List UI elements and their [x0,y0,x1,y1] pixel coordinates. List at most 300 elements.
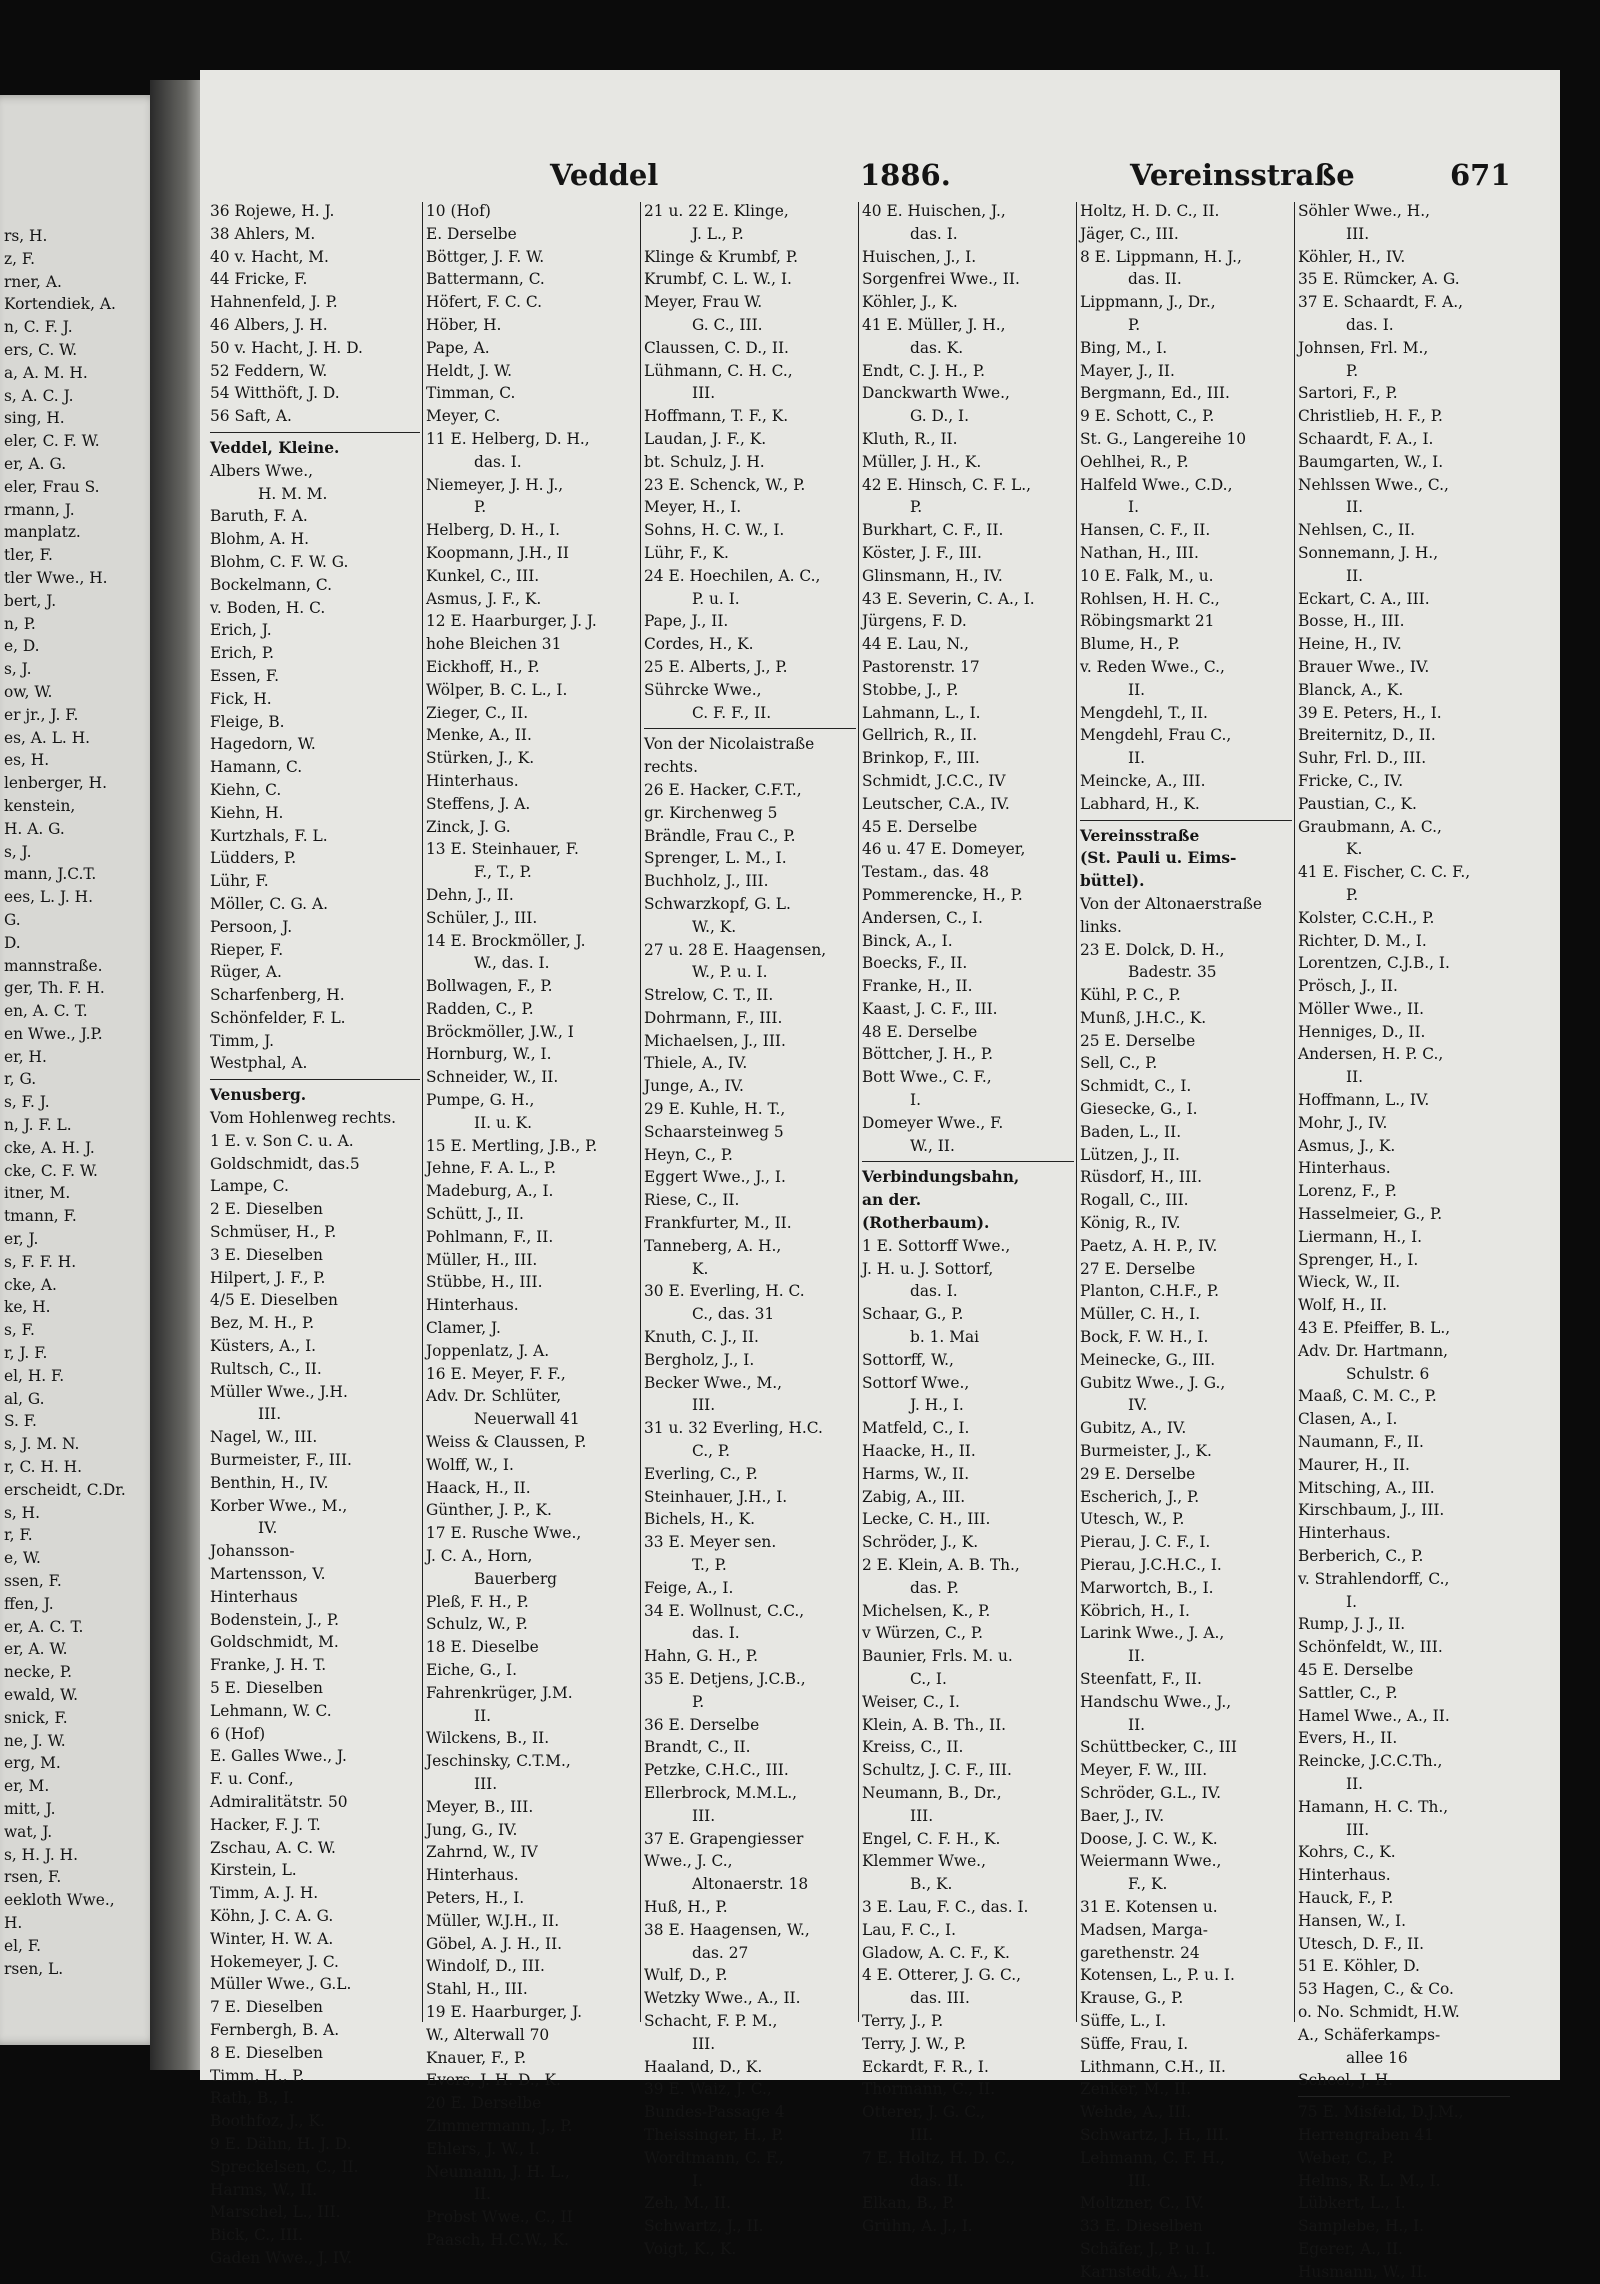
directory-entry: Brauer Wwe., IV. [1298,657,1430,676]
left-page-entry: es, H. [4,751,50,770]
column-divider [422,202,423,2022]
directory-entry: 25 E. Derselbe [1080,1031,1196,1050]
directory-entry: A., Schäferkamps- [1298,2025,1441,2044]
directory-entry: 6 (Hof) [210,1724,266,1743]
directory-entry: Blohm, A. H. [210,530,310,549]
directory-entry: Müller Wwe., J.H. [210,1382,348,1401]
directory-entry: Larink Wwe., J. A., [1080,1624,1225,1643]
directory-entry: I. [910,1091,921,1110]
directory-entry: Zenker, M., II. [1080,2080,1192,2099]
directory-entry: I. [1346,1592,1357,1611]
directory-entry: Schröder, J., K. [862,1533,979,1552]
left-page-entry: er, A. G. [4,454,67,473]
directory-entry: Heine, H., IV. [1298,635,1402,654]
directory-entry: 16 E. Meyer, F. F., [426,1364,566,1383]
directory-entry: Claussen, C. D., II. [644,338,789,357]
directory-entry: Brandt, C., II. [644,1738,751,1757]
directory-entry: 26 E. Hacker, C.F.T., [644,780,802,799]
directory-entry: Goldschmidt, das.5 [210,1154,360,1173]
directory-entry: II. [1128,680,1146,699]
directory-entry: W., das. I. [474,954,550,973]
directory-entry: Elkan, B., P. [862,2194,955,2213]
directory-entry: Wordtmann, C. F., [644,2148,784,2167]
directory-entry: W., K. [692,917,737,936]
directory-entry: Liermann, H., I. [1298,1227,1423,1246]
column-3 [644,200,856,2258]
section-heading: Veddel, Kleine. [210,438,340,457]
directory-entry: das. I. [910,1282,958,1301]
directory-entry: J. H. u. J. Sottorf, [862,1259,994,1278]
directory-entry: hohe Bleichen 31 [426,635,562,654]
directory-entry: 15 E. Mertling, J.B., P. [426,1136,598,1155]
directory-entry: B., K. [910,1875,953,1894]
directory-entry: Bockelmann, C. [210,575,333,594]
directory-entry: links. [1080,917,1122,936]
directory-entry: Bing, M., I. [1080,338,1168,357]
directory-entry: Voigt, K., K. [644,2239,737,2258]
directory-entry: Hamann, H. C. Th., [1298,1797,1449,1816]
directory-entry: 40 v. Hacht, M. [210,247,329,266]
directory-entry: F., T., P. [474,863,532,882]
directory-entry: Fick, H. [210,689,272,708]
directory-entry: Burmeister, F., III. [210,1451,352,1470]
directory-entry: Nagel, W., III. [210,1428,318,1447]
directory-entry: Krause, G., P. [1080,1989,1184,2008]
directory-entry: Wolf, H., II. [1298,1296,1388,1315]
directory-entry: Madeburg, A., I. [426,1182,554,1201]
directory-entry: Kirstein, L. [210,1861,297,1880]
section-rule [1080,816,1292,821]
directory-entry: Knuth, C. J., II. [644,1328,759,1347]
directory-entry: Domeyer Wwe., F. [862,1113,1004,1132]
directory-entry: Schaar, G., P. [862,1305,964,1324]
directory-entry: Herrengraben 41 [1298,2125,1434,2144]
directory-entry: Andersen, H. P. C., [1298,1045,1444,1064]
directory-entry: G. D., I. [910,407,969,426]
directory-entry: Neumann, J. H. L., [426,2162,570,2181]
directory-entry: Jäger, C., III. [1080,224,1179,243]
directory-entry: 41 E. Müller, J. H., [862,315,1006,334]
directory-entry: II. [1346,566,1364,585]
directory-entry: Lorenz, F., P. [1298,1182,1397,1201]
directory-entry: 38 E. Haagensen, W., [644,1920,810,1939]
directory-entry: Baunier, Frls. M. u. [862,1647,1013,1666]
directory-entry: Berberich, C., P. [1298,1547,1424,1566]
directory-entry: F., K. [1128,1875,1168,1894]
directory-entry: Pumpe, G. H., [426,1091,535,1110]
directory-entry: 50 v. Hacht, J. H. D. [210,338,363,357]
directory-entry: Gubitz, A., IV. [1080,1419,1187,1438]
left-page-entry: n, P. [4,614,36,633]
directory-entry: II. [474,2185,492,2204]
column-divider [858,202,859,2022]
directory-entry: Scheel, J. H. [1298,2071,1394,2090]
directory-entry: 44 Fricke, F. [210,270,308,289]
directory-entry: v Würzen, C., P. [862,1624,983,1643]
directory-entry: III. [474,1774,498,1793]
directory-entry: Lithmann, C.H., II. [1080,2057,1226,2076]
directory-entry: 33 E. Dieselben [1080,2217,1203,2236]
directory-entry: Hinterhaus [210,1587,298,1606]
directory-entry: Lützen, J., II. [1080,1145,1180,1164]
directory-entry: Hamel Wwe., A., II. [1298,1706,1450,1725]
directory-entry: das. I. [910,224,958,243]
directory-entry: 29 E. Derselbe [1080,1464,1196,1483]
directory-entry: Meyer, Frau W. [644,293,763,312]
directory-entry: Jung, G., IV. [426,1820,518,1839]
directory-entry: Korber Wwe., M., [210,1496,348,1515]
left-page-entry: cke, A. [4,1275,57,1294]
directory-entry: Glinsmann, H., IV. [862,566,1003,585]
directory-entry: III. [1128,2171,1152,2190]
directory-entry: Bick, C., III. [210,2226,303,2245]
left-page-entry: rsen, L. [4,1959,64,1978]
directory-entry: Stübbe, H., III. [426,1273,543,1292]
directory-entry: Schäfer, J., P. u. I. [1080,2239,1216,2258]
directory-entry: Winter, H. W. A. [210,1929,334,1948]
directory-entry: Nehlssen Wwe., C., [1298,475,1449,494]
directory-entry: Kolster, C.C.H., P. [1298,908,1435,927]
directory-entry: Schaarsteinweg 5 [644,1122,784,1141]
directory-entry: Evers, H., II. [1298,1729,1398,1748]
directory-entry: Breiternitz, D., II. [1298,726,1436,745]
directory-entry: Schwartz, J., II. [644,2217,764,2236]
directory-entry: Höber, H. [426,315,502,334]
directory-entry: 34 E. Wollnust, C.C., [644,1601,805,1620]
directory-entry: Blohm, C. F. W. G. [210,552,349,571]
directory-entry: Rogall, C., III. [1080,1191,1189,1210]
directory-entry: Weber, C., P. [1298,2148,1395,2167]
left-page-entry: er, H. [4,1047,47,1066]
directory-entry: das. K. [910,338,964,357]
directory-entry: Hinterhaus. [426,1296,519,1315]
left-page-entry: es, A. L. H. [4,728,91,747]
directory-entry: Benthin, H., IV. [210,1473,329,1492]
directory-entry: Rohlsen, H. H. C., [1080,589,1220,608]
directory-entry: Lahmann, L., I. [862,703,981,722]
directory-entry: P. [474,498,487,517]
directory-page [200,70,1560,2281]
directory-entry: Blume, H., P. [1080,635,1180,654]
left-page-entry: bert, J. [4,591,57,610]
directory-entry: Frankfurter, M., II. [644,1214,792,1233]
left-page-entry: r, G. [4,1070,37,1089]
directory-entry: Franke, J. H. T. [210,1656,327,1675]
directory-entry: Baumgarten, W., I. [1298,452,1444,471]
directory-entry: b. 1. Mai [910,1328,980,1347]
directory-entry: Sprenger, L. M., I. [644,849,787,868]
directory-entry: Matfeld, C., I. [862,1419,970,1438]
directory-entry: 46 u. 47 E. Domeyer, [862,840,1026,859]
directory-entry: Probst Wwe., C., II [426,2208,573,2227]
directory-entry: garethenstr. 24 [1080,1943,1200,1962]
directory-entry: III. [258,1405,282,1424]
section-heading: Verbindungsbahn, [862,1168,1020,1187]
left-page-entry: tler, F. [4,546,53,565]
left-page-entry: ers, C. W. [4,340,78,359]
directory-entry: IV. [1128,1396,1148,1415]
left-page-entry: ger, Th. F. H. [4,979,105,998]
directory-entry: das. III. [910,1989,970,2008]
directory-entry: Zimmermann, J., P. [426,2116,573,2135]
left-page-fragment [0,95,160,2045]
directory-entry: Petzke, C.H.C., III. [644,1761,789,1780]
directory-entry: Bichels, H., K. [644,1510,755,1529]
directory-entry: v. Strahlendorff, C., [1298,1569,1450,1588]
directory-entry: 12 E. Haarburger, J. J. [426,612,597,631]
left-page-entry: al, G. [4,1389,45,1408]
directory-entry: K. [692,1259,709,1278]
left-page-entry: cke, A. H. J. [4,1138,95,1157]
directory-entry: C., I. [910,1670,947,1688]
directory-entry: 4/5 E. Dieselben [210,1291,338,1310]
left-page-entry: snick, F. [4,1708,68,1727]
directory-entry: Karnstedt, A., II. [1080,2262,1210,2281]
directory-entry: Christlieb, H. F., P. [1298,407,1443,426]
directory-entry: 35 E. Detjens, J.C.B., [644,1670,806,1688]
directory-entry: 11 E. Helberg, D. H., [426,429,590,448]
directory-entry: das. II. [910,2171,964,2190]
directory-entry: Köhler, H., IV. [1298,247,1406,266]
directory-entry: Schüler, J., III. [426,908,538,927]
directory-entry: Von der Altonaerstraße [1080,894,1263,913]
directory-entry: Zieger, C., II. [426,703,529,722]
directory-entry: Clasen, A., I. [1298,1410,1398,1429]
left-page-entry: ewald, W. [4,1686,79,1704]
directory-entry: 19 E. Haarburger, J. [426,2002,583,2021]
directory-entry: Lühr, F. [210,872,269,891]
section-heading: Vereinsstraße [1080,826,1200,845]
directory-entry: Schütt, J., II. [426,1205,524,1224]
directory-entry: Pommerencke, H., P. [862,885,1023,904]
directory-entry: gr. Kirchenweg 5 [644,803,778,822]
directory-entry: 75 E. Misfeld, D.J.M., [1298,2103,1464,2122]
directory-entry: Wehde, A., III. [1080,2103,1192,2122]
directory-entry: 9 E. Dähn, H. J. D. [210,2134,352,2153]
left-page-entry: er jr., J. F. [4,705,79,724]
directory-entry: Tanneberg, A. H., [644,1236,782,1255]
directory-entry: Wetzky Wwe., A., II. [644,1989,801,2008]
directory-entry: 13 E. Steinhauer, F. [426,840,579,859]
directory-entry: Paustian, C., K. [1298,794,1417,813]
directory-entry: Wulf, D., P. [644,1966,728,1985]
directory-entry: J. L., P. [692,224,744,243]
directory-entry: Wölper, B. C. L., I. [426,680,568,699]
left-page-entry: r, J. F. [4,1344,48,1363]
directory-entry: Sohns, H. C. W., I. [644,521,785,540]
left-page-entry: tler Wwe., H. [4,568,108,587]
directory-entry: Sührcke Wwe., [644,680,762,699]
directory-entry: Köhn, J. C. A. G. [210,1906,334,1925]
directory-entry: Rieper, F. [210,940,284,959]
directory-entry: Kurtzhals, F. L. [210,826,328,845]
directory-entry: das. I. [1346,315,1394,334]
directory-entry: C. F. F., II. [692,703,772,722]
column-divider [1294,202,1295,2022]
directory-entry: Pape, A. [426,338,490,357]
directory-entry: 46 Albers, J. H. [210,315,328,334]
directory-entry: Rath, B., I. [210,2089,294,2108]
directory-entry: Neuerwall 41 [474,1410,580,1429]
directory-entry: Egerer, A., II. [1298,2239,1403,2258]
directory-entry: Haaland, D., K. [644,2057,763,2076]
left-page-entry: er, M. [4,1777,50,1796]
directory-entry: Gladow, A. C. F., K. [862,1943,1010,1962]
directory-entry: 23 E. Schenck, W., P. [644,475,806,494]
directory-entry: Husmann, W., II. [1298,2262,1428,2281]
left-page-entry: lenberger, H. [4,774,107,793]
directory-entry: Hinterhaus. [1298,1159,1391,1178]
directory-entry: Theissinger, H., P. [644,2125,784,2144]
directory-entry: Süffe, L., I. [1080,2011,1167,2030]
directory-entry: 20 E. Derselbe [426,2094,542,2113]
directory-entry: 23 E. Dolck, D. H., [1080,940,1225,959]
directory-entry: Grühn, A. J., I. [862,2217,973,2236]
directory-entry: Helms, R. L. M., I. [1298,2171,1441,2190]
column-1 [210,200,420,2267]
header-year: 1886. [860,158,951,192]
directory-entry: J. H., I. [910,1396,964,1415]
directory-entry: Planton, C.H.F., P. [1080,1282,1220,1301]
section-heading: Venusberg. [210,1086,307,1105]
directory-entry: Prösch, J., II. [1298,977,1398,996]
directory-entry: Escherich, J., P. [1080,1487,1200,1506]
directory-entry: Handschu Wwe., J., [1080,1692,1232,1711]
directory-entry: Kunkel, C., III. [426,566,540,585]
directory-entry: Eggert Wwe., J., I. [644,1168,786,1187]
directory-entry: Höfert, F. C. C. [426,293,543,312]
directory-entry: II. u. K. [474,1113,533,1132]
left-page-entry: ow, W. [4,682,53,701]
directory-entry: Müller Wwe., G.L. [210,1975,352,1994]
directory-entry: Goldschmidt, M. [210,1633,339,1652]
directory-entry: Schmidt, J.C.C., IV [862,771,1006,790]
directory-entry: Sonnemann, J. H., [1298,543,1439,562]
directory-entry: Süffe, Frau, I. [1080,2034,1189,2053]
directory-entry: Adv. Dr. Schlüter, [426,1387,562,1406]
directory-entry: 8 E. Dieselben [210,2043,323,2062]
directory-entry: P. [1346,885,1359,904]
directory-entry: Bodenstein, J., P. [210,1610,340,1629]
directory-entry: Everling, C., P. [644,1464,758,1483]
directory-entry: Heldt, J. W. [426,361,513,380]
directory-entry: Michelsen, K., P. [862,1601,991,1620]
section-heading: an der. [862,1191,922,1210]
directory-entry: St. G., Langereihe 10 [1080,429,1247,448]
directory-entry: Joppenlatz, J. A. [426,1341,550,1360]
left-page-entry: wat, J. [4,1822,53,1841]
directory-entry: 31 E. Kotensen u. [1080,1897,1218,1916]
directory-entry: Wwe., J. C., [644,1852,733,1871]
directory-entry: Fleige, B. [210,712,285,731]
directory-entry: P. [1346,361,1359,380]
directory-entry: Danckwarth Wwe., [862,384,1010,403]
directory-entry: Leutscher, C.A., IV. [862,794,1010,813]
directory-entry: Oehlhei, R., P. [1080,452,1189,471]
directory-entry: Asmus, J., K. [1298,1136,1396,1155]
directory-entry: 45 E. Derselbe [1298,1661,1414,1679]
directory-entry: 2 E. Dieselben [210,1200,323,1219]
directory-entry: 36 Rojewe, H. J. [210,202,335,220]
directory-entry: Paasch, H.C.W., K. [426,2230,569,2249]
directory-entry: Windolf, D., III. [426,1957,545,1976]
directory-entry: 40 E. Huischen, J., [862,202,1006,220]
column-5 [1080,200,1292,2281]
left-page-entry: el, F. [4,1936,41,1955]
directory-entry: P. u. I. [692,589,740,608]
directory-entry: Böttcher, J. H., P. [862,1045,994,1064]
directory-entry: Hansen, C. F., II. [1080,521,1211,540]
page-number: 671 [1450,158,1511,192]
directory-entry: Menke, A., II. [426,726,532,745]
left-page-entry: er, A. W. [4,1640,68,1659]
directory-entry: 3 E. Lau, F. C., das. I. [862,1897,1029,1916]
directory-entry: v. Reden Wwe., C., [1080,657,1225,676]
left-page-entry: a, A. M. H. [4,363,88,382]
left-page-entry: ffen, J. [4,1594,54,1613]
directory-entry: Stahl, H., III. [426,1980,528,1999]
left-page-entry: en, A. C. T. [4,1002,88,1021]
directory-entry: Harms, W., II. [862,1464,970,1483]
directory-entry: 37 E. Schaardt, F. A., [1298,293,1464,312]
directory-entry: Eickhoff, H., P. [426,657,540,676]
directory-entry: Fricke, C., IV. [1298,771,1404,790]
directory-entry: Rüsdorf, H., III. [1080,1168,1203,1187]
directory-entry: Müller, H., III. [426,1250,538,1269]
directory-entry: Stürken, J., K. [426,749,535,768]
directory-entry: o. No. Schmidt, H.W. [1298,2002,1460,2021]
directory-entry: Junge, A., IV. [644,1077,744,1096]
directory-entry: Ellerbrock, M.M.L., [644,1783,798,1802]
directory-entry: Hokemeyer, J. C. [210,1952,339,1971]
directory-entry: Röbingsmarkt 21 [1080,612,1215,631]
directory-entry: Eckart, C. A., III. [1298,589,1430,608]
directory-entry: Hinterhaus. [1298,1524,1391,1543]
directory-entry: Naumann, F., II. [1298,1433,1424,1452]
directory-entry: Dohrmann, F., III. [644,1008,783,1027]
directory-entry: Nehlsen, C., II. [1298,521,1416,540]
directory-entry: Asmus, J. F., K. [426,589,542,608]
directory-entry: Koopmann, J.H., II [426,543,569,562]
left-page-entry: ke, H. [4,1298,51,1317]
left-page-entry: necke, P. [4,1663,72,1682]
left-page-entry: n, C. F. J. [4,318,73,337]
directory-entry: E. Derselbe [426,224,517,243]
directory-entry: bt. Schulz, J. H. [644,452,765,471]
directory-entry: Battermann, C. [426,270,545,289]
directory-entry: 53 Hagen, C., & Co. [1298,1980,1454,1999]
directory-entry: Moltzner, C., IV. [1080,2194,1205,2213]
left-page-entry: er, J. [4,1230,39,1249]
left-page-entry: H. [4,1913,23,1932]
directory-entry: Wieck, W., II. [1298,1273,1401,1292]
directory-entry: Kohrs, C., K. [1298,1843,1396,1862]
left-page-entry: s, H. J. H. [4,1845,78,1864]
directory-entry: 7 E. Holtz, H. D. C., [862,2148,1016,2167]
directory-entry: Sottorff, W., [862,1350,954,1369]
directory-entry: Kühl, P. C., P. [1080,986,1181,1005]
directory-entry: Söhler Wwe., H., [1298,202,1430,220]
directory-entry: W., Alterwall 70 [426,2025,550,2044]
directory-entry: Böttger, J. F. W. [426,247,545,266]
directory-entry: I. [692,2171,703,2190]
directory-entry: Küsters, A., I. [210,1337,317,1356]
directory-entry: G. C., III. [692,315,763,334]
directory-entry: Zschau, A. C. W. [210,1838,336,1857]
directory-entry: Klemmer Wwe., [862,1852,986,1871]
directory-entry: Kirschbaum, J., III. [1298,1501,1445,1520]
directory-entry: Günther, J. P., K. [426,1501,552,1520]
